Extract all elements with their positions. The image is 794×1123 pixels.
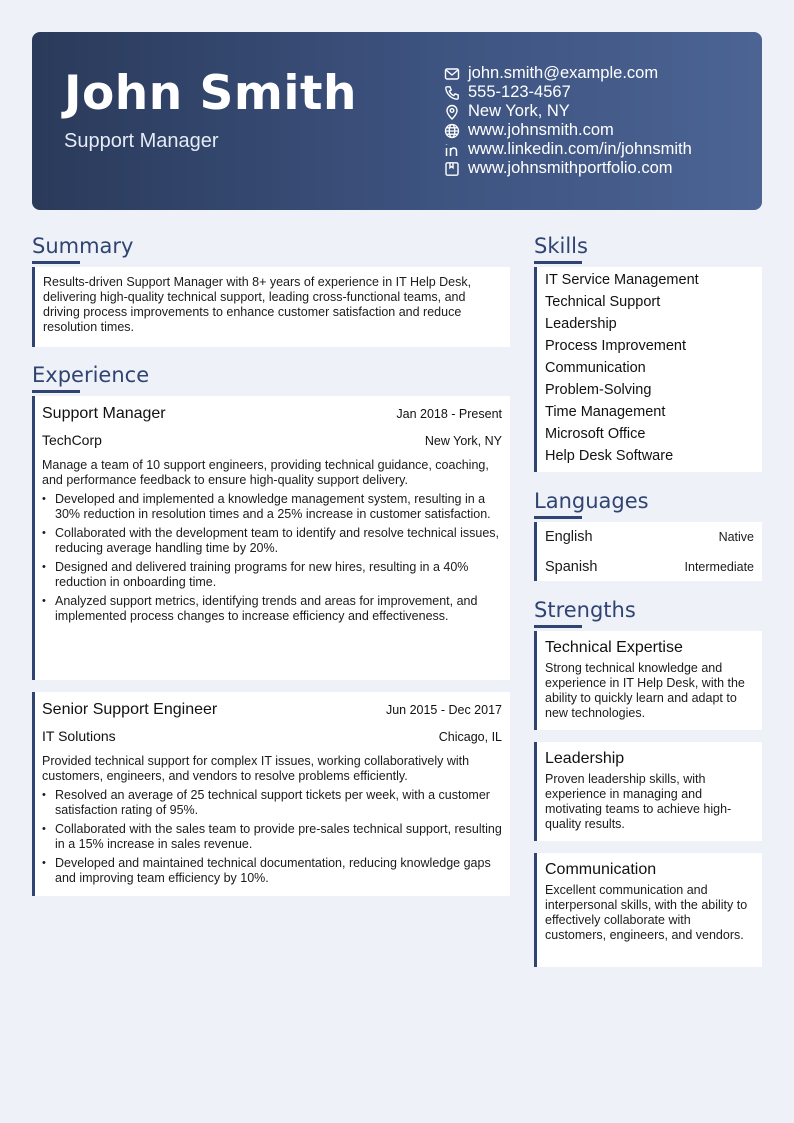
skills-heading: Skills	[534, 234, 588, 258]
strength-title: Communication	[545, 861, 657, 878]
strength-text: Excellent communication and interpersonal skills, with the ability to effectively collaborate with customers, engineers, and vendors.	[545, 883, 748, 942]
contact-text: www.johnsmith.com	[468, 121, 614, 139]
skill-item: Communication	[545, 360, 646, 376]
contact-linkedin[interactable]	[444, 140, 692, 159]
job-description: Manage a team of 10 support engineers, providing technical guidance, coaching, and performance feedback to ensure high-quality support delivery.	[42, 458, 489, 487]
section-underline	[534, 261, 582, 264]
strength-title: Leadership	[545, 750, 625, 767]
strength-text: Proven leadership skills, with experience in managing and motivating teams to achieve high-quality results.	[545, 772, 732, 831]
skill-item: Technical Support	[545, 294, 661, 310]
job-dates: Jun 2015 - Dec 2017	[385, 703, 502, 717]
strengths-heading: Strengths	[534, 598, 636, 622]
job-subheader	[35, 423, 510, 448]
skill-item: Time Management	[545, 404, 666, 420]
job-header	[35, 692, 510, 719]
job-title: Senior Support Engineer	[42, 701, 218, 718]
candidate-name: John Smith	[64, 66, 357, 121]
summary-card	[32, 267, 510, 347]
mail-icon	[444, 66, 460, 82]
strength-card	[534, 631, 762, 730]
languages-card	[534, 522, 762, 581]
contact-email[interactable]	[444, 64, 692, 83]
strength-card	[534, 853, 762, 967]
contact-portfolio[interactable]	[444, 159, 692, 178]
list-item: • Developed and maintained technical documentation, reducing knowledge gaps and improving team efficiency by 10%.	[42, 856, 502, 886]
portfolio-icon	[444, 161, 460, 177]
job-subheader	[35, 719, 510, 744]
list-item: • Resolved an average of 25 technical support tickets per week, with a customer satisfaction rating of 95%.	[42, 788, 502, 818]
location-icon	[444, 104, 460, 120]
job-card	[32, 396, 510, 680]
phone-icon	[444, 85, 460, 101]
skills-card	[534, 267, 762, 472]
contact-text: New York, NY	[468, 102, 570, 120]
experience-heading: Experience	[32, 363, 150, 387]
company-name: TechCorp	[42, 432, 102, 448]
candidate-title: Support Manager	[64, 130, 219, 152]
list-item: • Developed and implemented a knowledge management system, resulting in a 30% reduction in resolution times and a 25% increase in customer satisfaction.	[42, 492, 502, 522]
language-name: Spanish	[545, 559, 598, 575]
contact-text: 555-123-4567	[468, 83, 571, 101]
list-item: • Collaborated with the development team to identify and resolve technical issues, reducing average handling time by 20%.	[42, 526, 502, 556]
section-underline	[534, 516, 582, 519]
skill-item: Help Desk Software	[545, 448, 674, 464]
contact-website[interactable]	[444, 121, 692, 140]
contact-text: john.smith@example.com	[468, 64, 659, 82]
skill-item: Microsoft Office	[545, 426, 646, 442]
contact-location	[444, 102, 692, 121]
list-item: • Collaborated with the sales team to provide pre-sales technical support, resulting in a 15% increase in sales revenue.	[42, 822, 502, 852]
skill-item: Leadership	[545, 316, 617, 332]
skill-item: IT Service Management	[545, 272, 699, 288]
contact-list	[444, 64, 692, 178]
language-row	[537, 522, 762, 552]
strength-title: Technical Expertise	[545, 639, 683, 656]
job-description: Provided technical support for complex IT issues, working collaboratively with customers, engineers, and vendors to resolve problems efficiently.	[42, 754, 470, 783]
job-title: Support Manager	[42, 405, 166, 422]
section-underline	[32, 390, 80, 393]
section-underline	[534, 625, 582, 628]
contact-phone[interactable]	[444, 83, 692, 102]
skill-item: Problem-Solving	[545, 382, 652, 398]
job-card	[32, 692, 510, 896]
summary-heading: Summary	[32, 234, 134, 258]
job-bullets	[35, 492, 510, 624]
list-item: • Analyzed support metrics, identifying trends and areas for improvement, and implemented process changes to increase efficiency and effectiveness.	[42, 594, 502, 624]
globe-icon	[444, 123, 460, 139]
resume-header	[32, 32, 762, 210]
job-location: Chicago, IL	[438, 730, 502, 744]
company-name: IT Solutions	[42, 728, 116, 744]
list-item: • Designed and delivered training programs for new hires, resulting in a 40% reduction in onboarding time.	[42, 560, 502, 590]
language-level: Intermediate	[684, 560, 754, 574]
skill-item: Process Improvement	[545, 338, 687, 354]
contact-text: www.johnsmithportfolio.com	[468, 159, 673, 177]
job-dates: Jan 2018 - Present	[396, 407, 502, 421]
strength-text: Strong technical knowledge and experience in IT Help Desk, with the ability to quickly learn and adapt to new technologies.	[545, 661, 745, 720]
job-location: New York, NY	[424, 434, 502, 448]
language-row	[537, 552, 762, 582]
language-name: English	[545, 529, 593, 545]
section-underline	[32, 261, 80, 264]
summary-text: Results-driven Support Manager with 8+ years of experience in IT Help Desk, delivering high-quality technical support, leading cross-functional teams, and driving process improvements to enhance customer satisfaction and reduce resolution times.	[43, 275, 472, 334]
job-header	[35, 396, 510, 423]
languages-heading: Languages	[534, 489, 649, 513]
linkedin-icon	[444, 142, 460, 158]
job-bullets	[35, 788, 510, 886]
strength-card	[534, 742, 762, 841]
language-level: Native	[718, 530, 754, 544]
contact-text: www.linkedin.com/in/johnsmith	[468, 140, 692, 158]
